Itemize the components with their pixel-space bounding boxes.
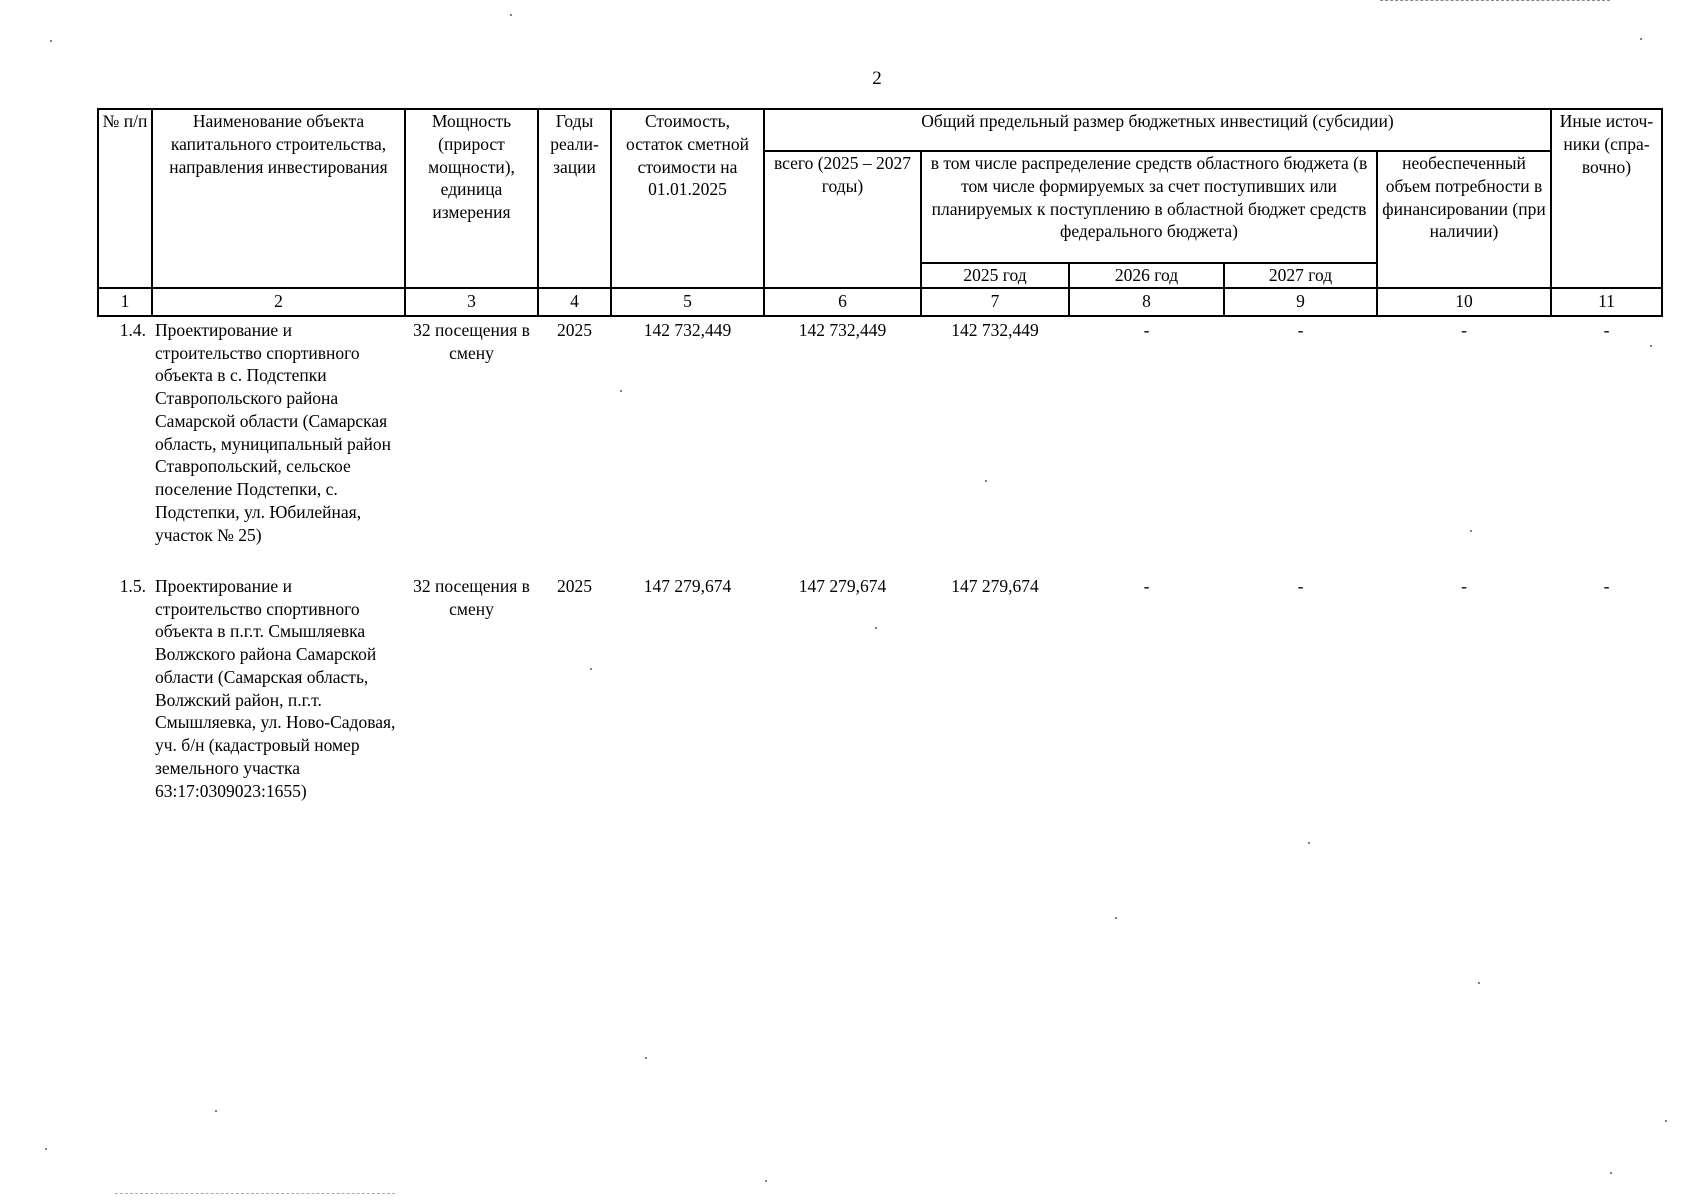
row-total: 147 279,674 [798, 575, 887, 596]
row-unfunded: - [1461, 319, 1467, 340]
row-index: 1.4. [119, 319, 146, 340]
header-years: Годы реали-зации [538, 109, 611, 288]
header-regional-budget: в том числе распределение средств областного бюджета (в том числе формируемых за счет поступивших или планируемых к поступлению в областной бюджет средств федерального бюджета) [921, 151, 1377, 263]
scan-speck [620, 390, 622, 392]
row-2027: - [1297, 319, 1304, 340]
row-cost: 147 279,674 [643, 575, 732, 596]
row-years: 2025 [557, 319, 592, 340]
scan-speck [1640, 38, 1642, 40]
column-number: 1 [98, 288, 152, 316]
scan-edge-bottom [115, 1191, 395, 1194]
scan-speck [590, 668, 592, 670]
row-2026: - [1143, 575, 1150, 596]
column-number: 3 [405, 288, 538, 316]
column-number: 6 [764, 288, 921, 316]
row-2026: - [1143, 319, 1150, 340]
scan-speck [875, 627, 877, 629]
row-other: - [1603, 575, 1610, 596]
table-header [98, 109, 1662, 316]
scan-speck [1308, 842, 1310, 844]
column-number: 10 [1377, 288, 1551, 316]
row-total: 142 732,449 [798, 319, 887, 340]
header-2025: 2025 год [921, 263, 1069, 288]
header-other-sources: Иные источ-ники (спра-вочно) [1551, 109, 1662, 288]
row-object-name: Проектирование и строительство спортивного объекта в п.г.т. Смышляевка Волжского района Самарской области (Самарская область, Волжский район, п.г.т. Смышляевка, ул. Ново-Садовая, уч. б/н (кадастровый номер земельного участка 63:17:0309023:1655) [155, 575, 396, 801]
row-years: 2025 [557, 575, 592, 596]
scan-speck [1478, 982, 1480, 984]
row-capacity: 32 посещения в смену [413, 575, 530, 619]
scan-speck [510, 14, 512, 16]
scan-speck [45, 1148, 47, 1150]
row-capacity: 32 посещения в смену [413, 319, 530, 363]
row-object-name: Проектирование и строительство спортивного объекта в с. Подстепки Ставропольского района Самарской области (Самарская область, муниципальный район Ставропольский, сельское поселение Подстепки, с. Подстепки, ул. Юбилейная, участок № 25) [155, 319, 392, 545]
header-capacity: Мощность (прирост мощности), единица измерения [405, 109, 538, 288]
investment-table [97, 108, 1663, 865]
header-unfunded: необеспеченный объем потребности в финансировании (при наличии) [1377, 151, 1551, 288]
scan-speck [215, 1110, 217, 1112]
column-number: 4 [538, 288, 611, 316]
scan-edge-top [1380, 0, 1610, 3]
row-index: 1.5. [119, 575, 146, 596]
table-body [98, 316, 1662, 865]
column-number: 5 [611, 288, 764, 316]
row-2025: 147 279,674 [951, 575, 1039, 596]
scan-speck [765, 1180, 767, 1182]
column-number: 7 [921, 288, 1069, 316]
page-number: 2 [872, 68, 882, 89]
row-2025: 142 732,449 [951, 319, 1039, 340]
scan-speck [985, 480, 987, 482]
column-number: 11 [1551, 288, 1662, 316]
scan-speck [1650, 345, 1652, 347]
column-number: 9 [1224, 288, 1377, 316]
header-total: всего (2025 – 2027 годы) [764, 151, 921, 288]
row-cost: 142 732,449 [643, 319, 732, 340]
column-number-row [98, 288, 1662, 316]
scan-speck [50, 40, 52, 42]
scan-speck [1665, 1120, 1667, 1122]
header-2027: 2027 год [1224, 263, 1377, 288]
scan-speck [645, 1057, 647, 1059]
scan-speck [1115, 917, 1117, 919]
column-number: 8 [1069, 288, 1224, 316]
column-number: 2 [152, 288, 405, 316]
header-2026: 2026 год [1069, 263, 1224, 288]
table-row [98, 573, 1662, 865]
row-other: - [1603, 319, 1610, 340]
row-2027: - [1297, 575, 1304, 596]
header-index: № п/п [98, 109, 152, 288]
header-budget-group: Общий предельный размер бюджетных инвестиций (субсидии) [764, 109, 1551, 151]
table-row [98, 316, 1662, 573]
scan-speck [1470, 530, 1472, 532]
header-object-name: Наименование объекта капитального строительства, направления инвестирования [152, 109, 405, 288]
row-unfunded: - [1461, 575, 1467, 596]
scan-speck [1610, 1172, 1612, 1174]
header-cost: Стоимость, остаток сметной стоимости на 01.01.2025 [611, 109, 764, 288]
